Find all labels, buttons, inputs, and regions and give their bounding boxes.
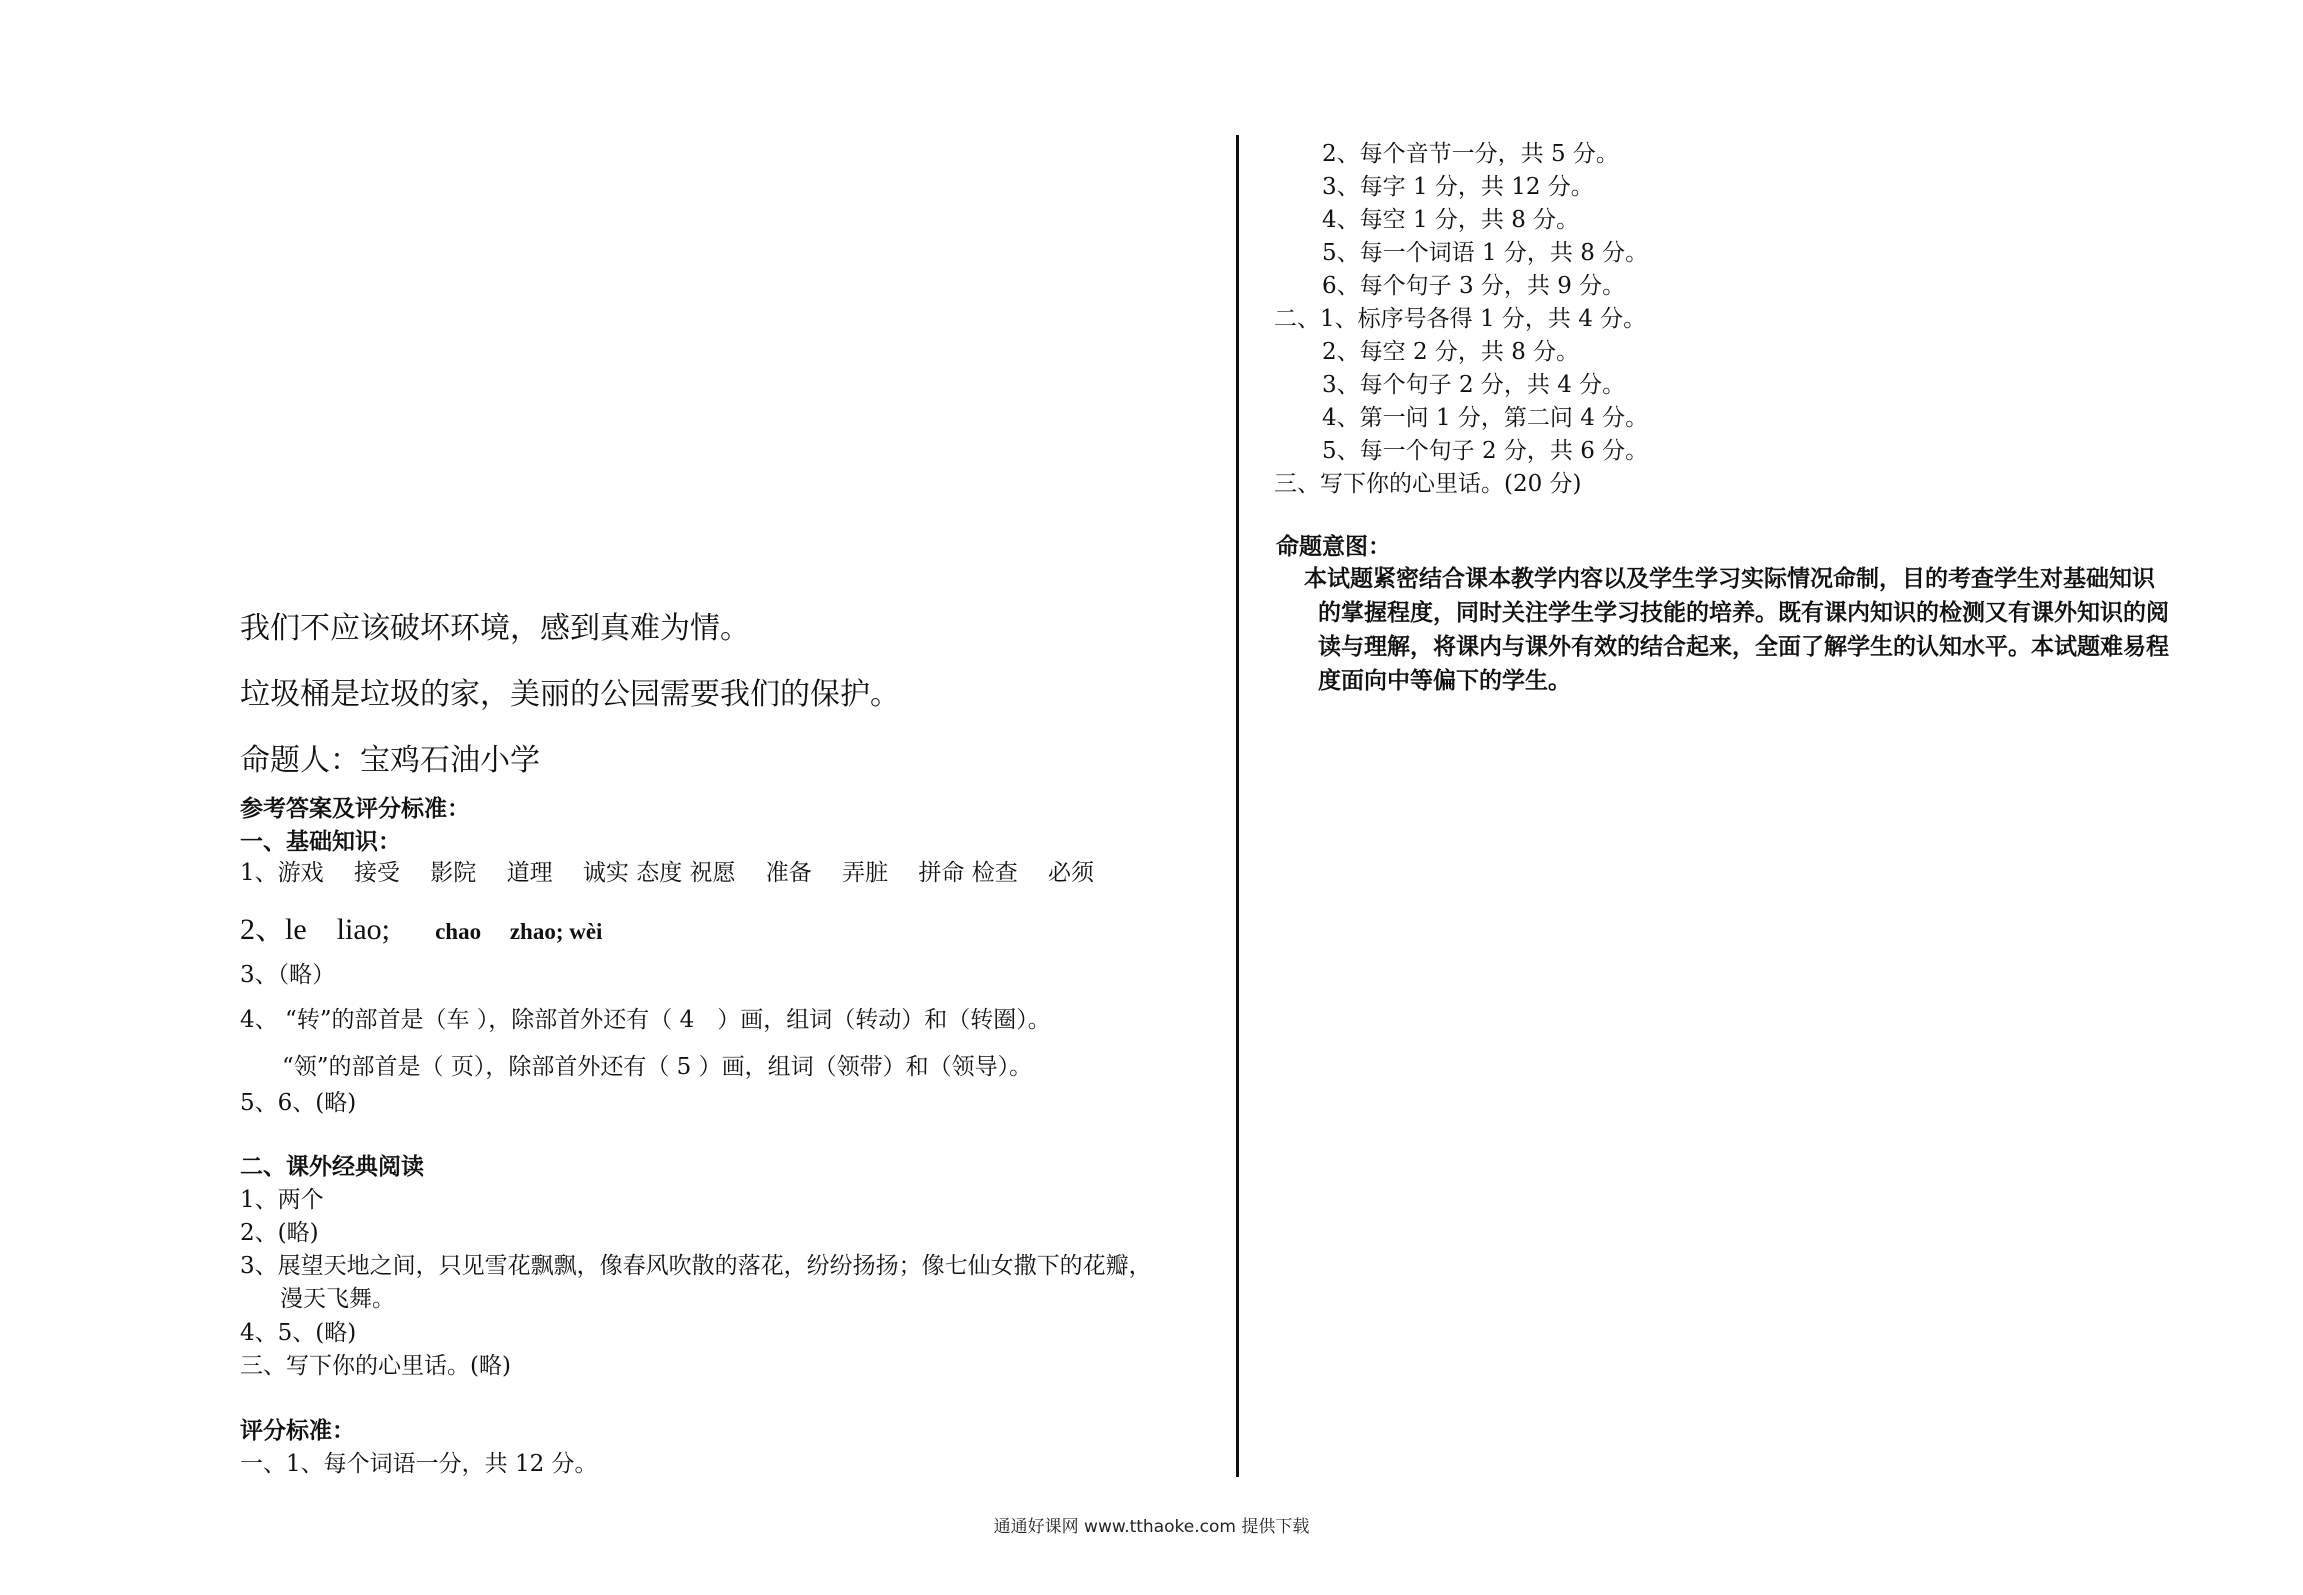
section2-title: 二、课外经典阅读 — [240, 1153, 424, 1180]
grading-line: 4、第一问 1 分，第二问 4 分。 — [1322, 405, 1649, 431]
grading-title: 评分标准： — [240, 1417, 355, 1444]
intent-line: 度面向中等偏下的学生。 — [1318, 667, 1571, 694]
section1-title: 一、基础知识： — [240, 828, 401, 855]
s2-item3b: 漫天飞舞。 — [280, 1286, 395, 1312]
s1-item4b: “领”的部首是（ 页），除部首外还有（ 5 ）画，组词（领带）和（领导）。 — [282, 1054, 1033, 1080]
s1-item4a: 4、 “转”的部首是（车 ），除部首外还有（ 4 ）画，组词（转动）和（转圈）。 — [240, 1007, 1051, 1033]
grading-line: 5、每一个句子 2 分，共 6 分。 — [1322, 438, 1649, 464]
footer-source: 通通好课网 www.tthaoke.com 提供下载 — [993, 1517, 1310, 1537]
s1-item1: 1、游戏 接受 影院 道理 诚实 态度 祝愿 准备 弄脏 拼命 检查 必须 — [240, 860, 1095, 886]
s1-item2-prefix: 2、le liao; — [240, 913, 390, 946]
grading-line: 二、1、标序号各得 1 分，共 4 分。 — [1274, 306, 1647, 332]
grading-line: 3、每字 1 分，共 12 分。 — [1322, 174, 1594, 200]
s1-item56: 5、6、(略) — [240, 1090, 357, 1116]
author-line: 命题人：宝鸡石油小学 — [240, 743, 540, 778]
grading-line: 2、每个音节一分，共 5 分。 — [1322, 141, 1619, 167]
intent-paragraph — [1282, 562, 2242, 698]
grading-item1: 一、1、每个词语一分，共 12 分。 — [240, 1451, 598, 1477]
grading-line: 4、每空 1 分，共 8 分。 — [1322, 207, 1580, 233]
grading-line: 3、每个句子 2 分，共 4 分。 — [1322, 372, 1626, 398]
s1-item2 — [240, 904, 602, 948]
sentence-environment: 我们不应该破坏环境，感到真难为情。 — [240, 611, 750, 646]
s2-item2: 2、(略) — [240, 1220, 319, 1246]
grading-line: 6、每个句子 3 分，共 9 分。 — [1322, 273, 1626, 299]
s1-item2-pinyin: chao zhao; wèi — [435, 919, 603, 944]
intent-line: 本试题紧密结合课本教学内容以及学生学习实际情况命制，目的考查学生对基础知识 — [1304, 565, 2155, 592]
grading-line: 5、每一个词语 1 分，共 8 分。 — [1322, 240, 1649, 266]
grading-line: 2、每空 2 分，共 8 分。 — [1322, 339, 1580, 365]
column-divider — [1236, 135, 1239, 1477]
s1-item3: 3、（略） — [240, 962, 336, 988]
s2-item1: 1、两个 — [240, 1187, 324, 1213]
s2-item3a: 3、展望天地之间，只见雪花飘飘，像春风吹散的落花，纷纷扬扬；像七仙女撒下的花瓣， — [240, 1253, 1152, 1279]
s2-item-write: 三、写下你的心里话。(略) — [240, 1353, 511, 1379]
s2-item45: 4、5、(略) — [240, 1320, 357, 1346]
intent-line: 读与理解，将课内与课外有效的结合起来，全面了解学生的认知水平。本试题难易程 — [1318, 633, 2169, 660]
sentence-trash-bin: 垃圾桶是垃圾的家，美丽的公园需要我们的保护。 — [240, 677, 900, 712]
answers-title: 参考答案及评分标准： — [240, 795, 470, 822]
grading-line: 三、写下你的心里话。(20 分) — [1274, 471, 1582, 497]
intent-title: 命题意图： — [1276, 533, 1391, 560]
intent-line: 的掌握程度，同时关注学生学习技能的培养。既有课内知识的检测又有课外知识的阅 — [1318, 599, 2169, 626]
